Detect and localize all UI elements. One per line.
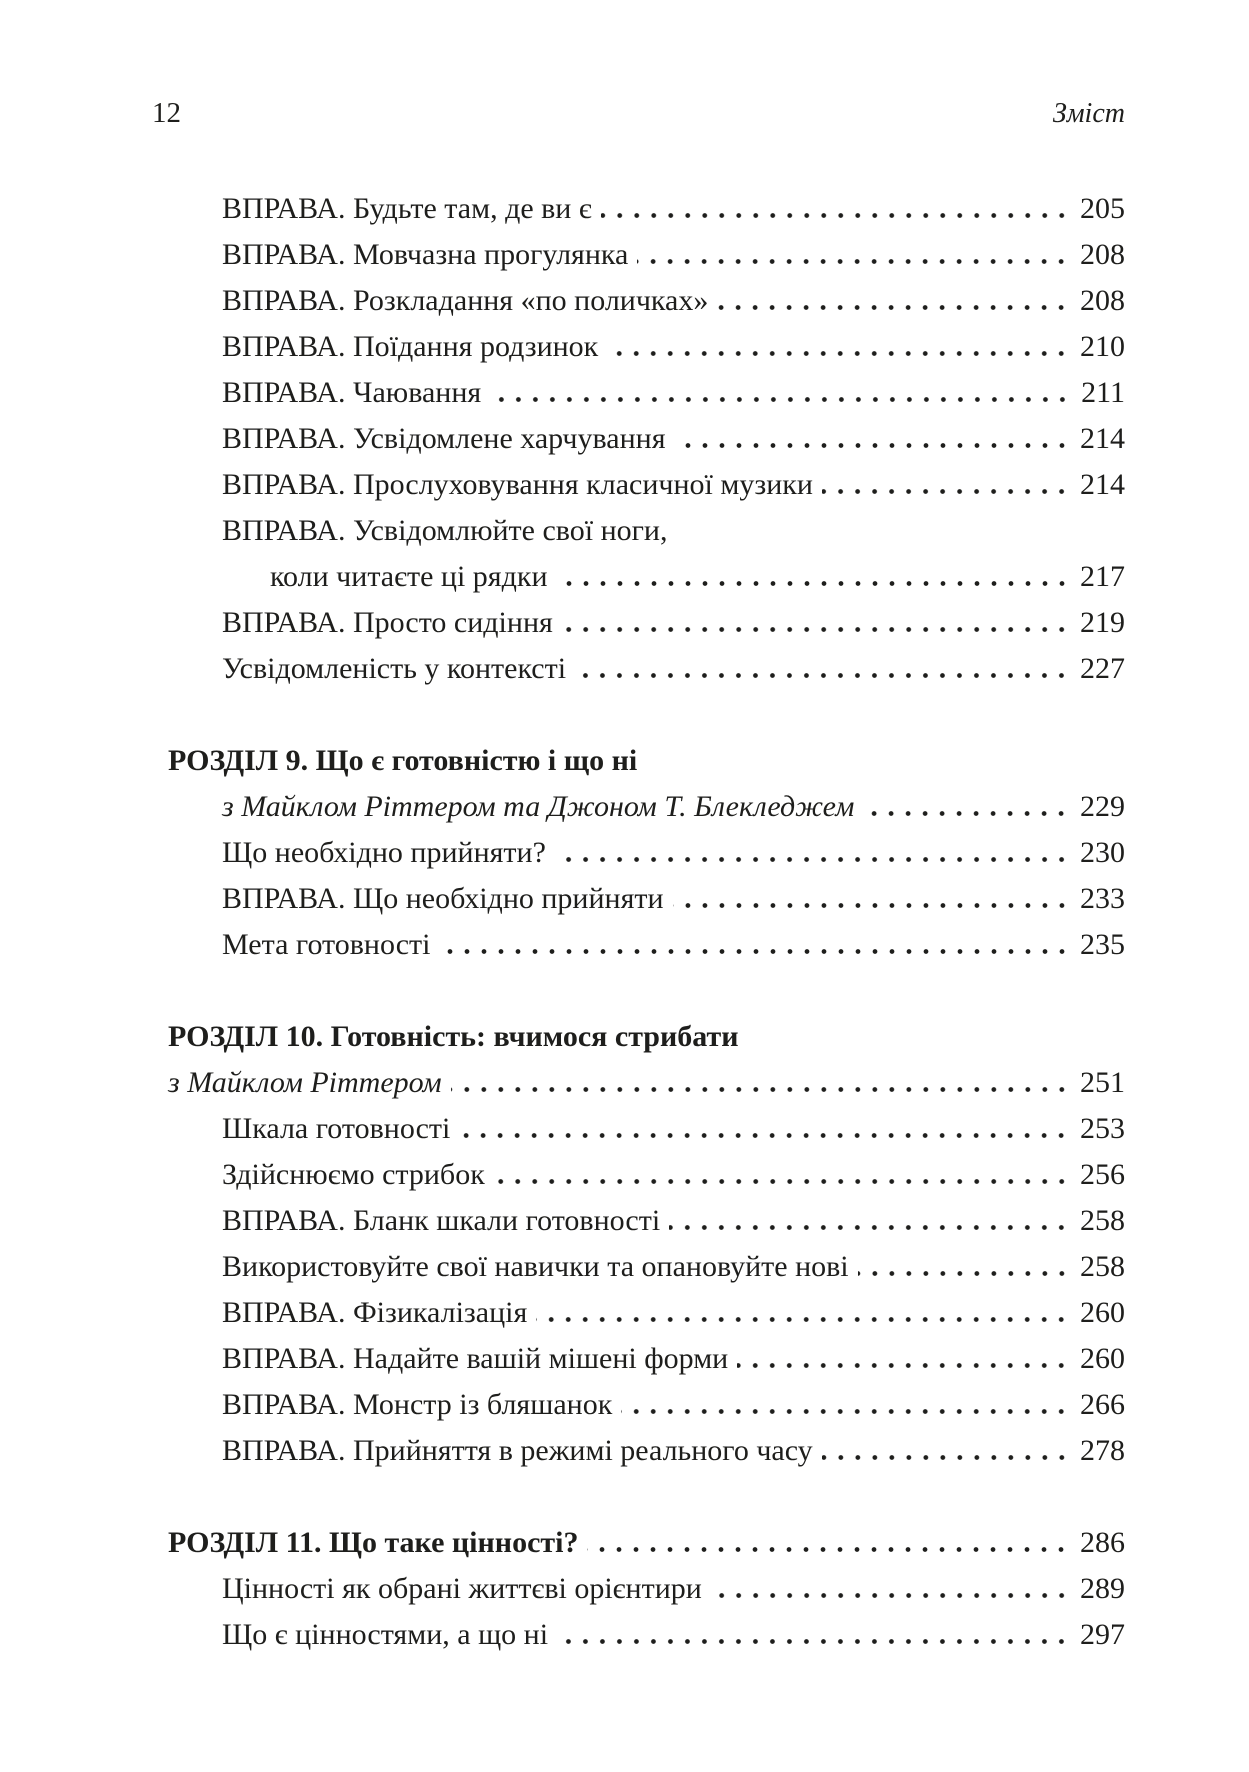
dot-leader bbox=[451, 1087, 1070, 1092]
toc-item-title: ВПРАВА. Усвідомлюйте свої ноги, bbox=[222, 514, 668, 547]
toc-item-title: ВПРАВА. Мовчазна прогулянка bbox=[222, 238, 629, 271]
dot-leader bbox=[536, 1317, 1070, 1322]
toc-item-page: 260 bbox=[1080, 1342, 1125, 1375]
toc-row bbox=[222, 1612, 1125, 1658]
toc-item-page: 260 bbox=[1080, 1296, 1125, 1329]
toc-item-title: Здійснюємо стрибок bbox=[222, 1158, 485, 1191]
toc-row bbox=[168, 1014, 1125, 1060]
toc-item-page: 286 bbox=[1080, 1526, 1125, 1559]
toc-item-page: 258 bbox=[1080, 1204, 1125, 1237]
dot-leader bbox=[587, 1547, 1070, 1552]
page-number: 12 bbox=[152, 97, 181, 129]
toc-item-title: ВПРАВА. Прослуховування класичної музики bbox=[222, 468, 813, 501]
dot-leader bbox=[555, 857, 1070, 862]
toc-item-page: 289 bbox=[1080, 1572, 1125, 1605]
toc-item-page: 297 bbox=[1080, 1618, 1125, 1651]
toc-item-page: 214 bbox=[1080, 468, 1125, 501]
toc-row bbox=[222, 1244, 1125, 1290]
toc-row bbox=[222, 508, 1125, 554]
toc-item-title: з Майклом Ріттером bbox=[168, 1066, 442, 1099]
dot-leader bbox=[490, 397, 1071, 402]
toc-row bbox=[222, 600, 1125, 646]
toc-item-page: 208 bbox=[1080, 284, 1125, 317]
toc-item-title: ВПРАВА. Фізикалізація bbox=[222, 1296, 528, 1329]
toc-row bbox=[222, 922, 1125, 968]
toc-row bbox=[222, 186, 1125, 232]
toc-item-title: ВПРАВА. Що необхідно прийняти bbox=[222, 882, 664, 915]
toc-row bbox=[222, 462, 1125, 508]
toc-row bbox=[168, 1060, 1125, 1106]
toc-item-page: 278 bbox=[1080, 1434, 1125, 1467]
toc-item-page: 253 bbox=[1080, 1112, 1125, 1145]
toc-item-page: 233 bbox=[1080, 882, 1125, 915]
toc-row bbox=[222, 1198, 1125, 1244]
toc-row bbox=[222, 232, 1125, 278]
dot-leader bbox=[494, 1179, 1070, 1184]
toc-row bbox=[222, 646, 1125, 692]
toc-row bbox=[222, 876, 1125, 922]
dot-leader bbox=[621, 1409, 1070, 1414]
running-header-title: Зміст bbox=[1052, 98, 1125, 129]
toc-row bbox=[270, 554, 1125, 600]
dot-leader bbox=[675, 443, 1070, 448]
toc-item-title: Усвідомленість у контексті bbox=[222, 652, 567, 685]
page-header bbox=[152, 95, 1125, 132]
toc-item-title: коли читаєте ці рядки bbox=[270, 560, 548, 593]
toc-item-page: 210 bbox=[1080, 330, 1125, 363]
toc-item-title: Що необхідно прийняти? bbox=[222, 836, 546, 869]
toc-row bbox=[168, 738, 1125, 784]
toc-item-title: ВПРАВА. Просто сидіння bbox=[222, 606, 553, 639]
toc-item-page: 217 bbox=[1080, 560, 1125, 593]
dot-leader bbox=[711, 1593, 1070, 1598]
toc bbox=[152, 186, 1125, 1658]
toc-row bbox=[222, 1290, 1125, 1336]
toc-item-page: 235 bbox=[1080, 928, 1125, 961]
dot-leader bbox=[575, 673, 1070, 678]
toc-row bbox=[222, 416, 1125, 462]
toc-row bbox=[222, 1336, 1125, 1382]
toc-item-title: Шкала готовності bbox=[222, 1112, 451, 1145]
toc-item-title: Використовуйте свої навички та опановуйте нові bbox=[222, 1250, 849, 1283]
toc-item-page: 211 bbox=[1081, 376, 1125, 409]
toc-item-title: ВПРАВА. Бланк шкали готовності bbox=[222, 1204, 661, 1237]
toc-item-page: 208 bbox=[1080, 238, 1125, 271]
toc-row bbox=[222, 1428, 1125, 1474]
dot-leader bbox=[562, 627, 1070, 632]
dot-leader bbox=[557, 1639, 1070, 1644]
toc-item-title: ВПРАВА. Чаювання bbox=[222, 376, 482, 409]
dot-leader bbox=[717, 305, 1070, 310]
toc-row bbox=[222, 1566, 1125, 1612]
toc-item-page: 251 bbox=[1080, 1066, 1125, 1099]
toc-item-title: РОЗДІЛ 9. Що є готовністю і що ні bbox=[168, 744, 638, 777]
toc-item-title: РОЗДІЛ 10. Готовність: вчимося стрибати bbox=[168, 1020, 739, 1053]
toc-item-page: 256 bbox=[1080, 1158, 1125, 1191]
toc-item-title: ВПРАВА. Поїдання родзинок bbox=[222, 330, 599, 363]
toc-row bbox=[168, 1520, 1125, 1566]
toc-row bbox=[222, 830, 1125, 876]
dot-leader bbox=[557, 581, 1071, 586]
toc-item-title: з Майклом Ріттером та Джоном Т. Блекледжем bbox=[222, 790, 855, 823]
toc-item-title: Що є цінностями, а що ні bbox=[222, 1618, 549, 1651]
dot-leader bbox=[737, 1363, 1070, 1368]
toc-item-title: Цінності як обрані життєві орієнтири bbox=[222, 1572, 702, 1605]
toc-item-title: Мета готовності bbox=[222, 928, 431, 961]
toc-item-title: ВПРАВА. Розкладання «по поличках» bbox=[222, 284, 709, 317]
dot-leader bbox=[822, 489, 1070, 494]
toc-item-title: ВПРАВА. Прийняття в режимі реального часу bbox=[222, 1434, 813, 1467]
toc-item-title: РОЗДІЛ 11. Що таке цінності? bbox=[168, 1526, 579, 1559]
toc-item-page: 205 bbox=[1080, 192, 1125, 225]
toc-row bbox=[222, 324, 1125, 370]
toc-item-title: ВПРАВА. Усвідомлене харчування bbox=[222, 422, 666, 455]
dot-leader bbox=[863, 811, 1070, 816]
toc-item-page: 229 bbox=[1080, 790, 1125, 823]
dot-leader bbox=[440, 949, 1071, 954]
toc-row bbox=[222, 784, 1125, 830]
dot-leader bbox=[607, 351, 1070, 356]
toc-item-page: 266 bbox=[1080, 1388, 1125, 1421]
dot-leader bbox=[459, 1133, 1070, 1138]
toc-item-page: 214 bbox=[1080, 422, 1125, 455]
dot-leader bbox=[669, 1225, 1070, 1230]
dot-leader bbox=[822, 1455, 1070, 1460]
toc-row bbox=[222, 1106, 1125, 1152]
toc-item-page: 227 bbox=[1080, 652, 1125, 685]
toc-row bbox=[222, 1382, 1125, 1428]
dot-leader bbox=[858, 1271, 1070, 1276]
dot-leader bbox=[637, 259, 1070, 264]
toc-item-page: 219 bbox=[1080, 606, 1125, 639]
toc-item-page: 258 bbox=[1080, 1250, 1125, 1283]
toc-item-page: 230 bbox=[1080, 836, 1125, 869]
toc-row bbox=[222, 278, 1125, 324]
toc-row bbox=[222, 370, 1125, 416]
dot-leader bbox=[673, 903, 1070, 908]
toc-item-title: ВПРАВА. Надайте вашій мішені форми bbox=[222, 1342, 729, 1375]
toc-item-title: ВПРАВА. Будьте там, де ви є bbox=[222, 192, 592, 225]
dot-leader bbox=[601, 213, 1070, 218]
toc-row bbox=[222, 1152, 1125, 1198]
toc-item-title: ВПРАВА. Монстр із бляшанок bbox=[222, 1388, 613, 1421]
